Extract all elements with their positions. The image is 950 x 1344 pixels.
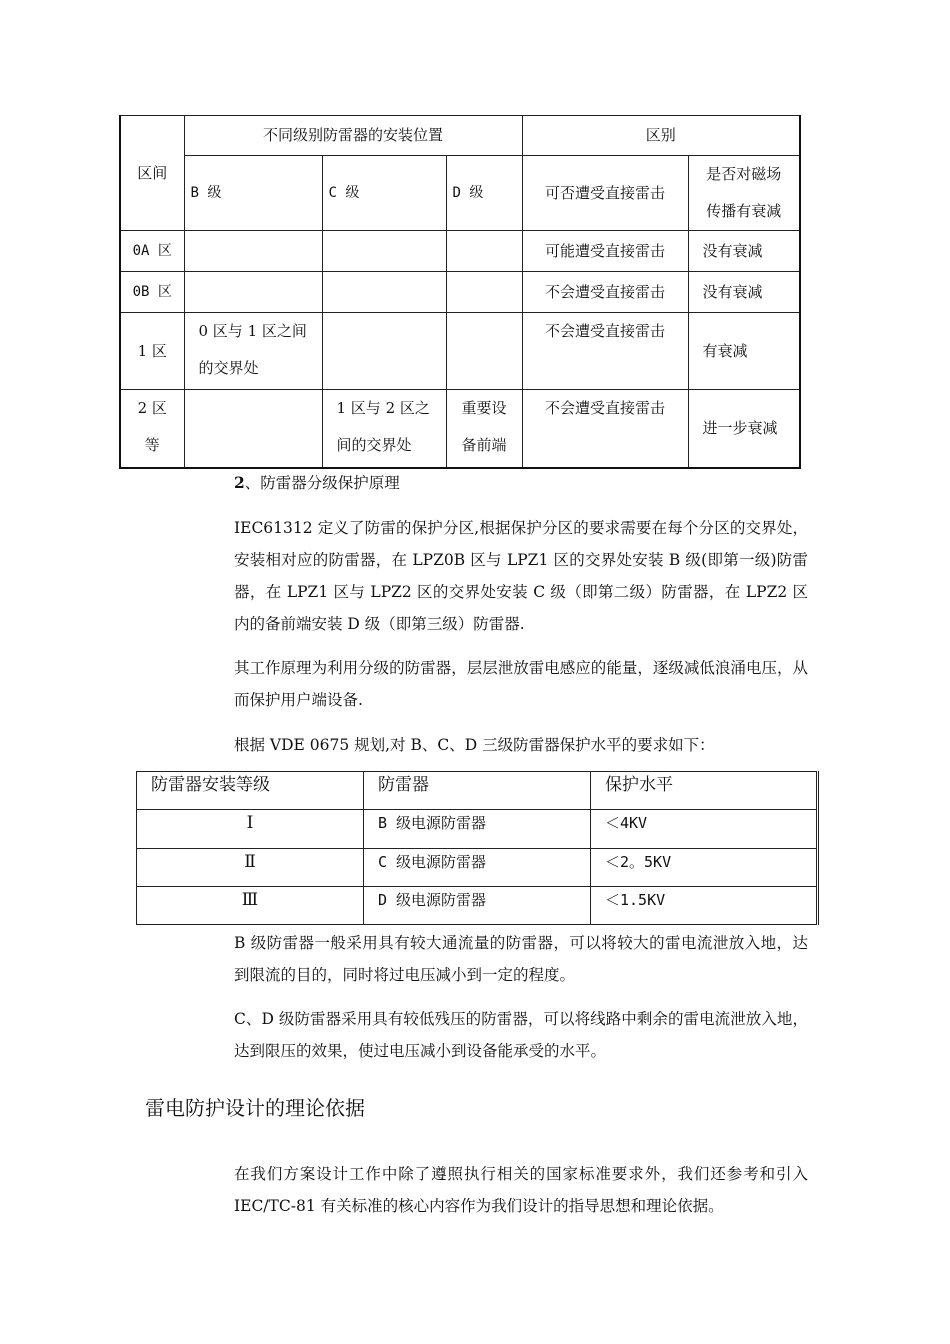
- section2-title-number: 2: [234, 473, 245, 492]
- level-cell: ＜1.5KV: [591, 886, 818, 924]
- d-cell-line1: 重要设: [461, 399, 507, 417]
- d-cell: [446, 390, 522, 468]
- zone-cell: 1 区: [120, 313, 184, 390]
- header-protection-level: 保护水平: [591, 772, 818, 810]
- grade-cell: Ⅰ: [137, 810, 364, 848]
- b-cell-line1: 0 区与 1 区之间: [198, 322, 307, 340]
- protection-level-table: [136, 771, 819, 925]
- grade-cell: Ⅲ: [137, 886, 364, 924]
- strike-cell: 可能遭受直接雷击: [522, 231, 688, 272]
- device-cell: C 级电源防雷器: [364, 848, 591, 886]
- device-cell: B 级电源防雷器: [364, 810, 591, 848]
- paragraph-b-level-desc: B 级防雷器一般采用具有较大通流量的防雷器，可以将较大的雷电流泄放入地，达到限流的目的，同时将过电压减小到一定的程度。: [234, 934, 808, 984]
- d-cell-line2: 备前端: [461, 436, 507, 454]
- level-cell: ＜2。5KV: [591, 848, 818, 886]
- strike-cell: 不会遭受直接雷击: [522, 272, 688, 313]
- header-magnetic-line1: 是否对磁场: [706, 165, 782, 183]
- c-cell: [322, 231, 446, 272]
- paragraph-working-principle: 其工作原理为利用分级的防雷器，层层泄放雷电感应的能量，逐级减低浪涌电压，从而保护用户端设备.: [234, 659, 808, 709]
- grade-cell: Ⅱ: [137, 848, 364, 886]
- header-d-level: D 级: [446, 156, 522, 231]
- table-row: [120, 231, 800, 272]
- section2-title-text: 、防雷器分级保护原理: [244, 474, 400, 492]
- strike-cell: 不会遭受直接雷击: [522, 313, 688, 390]
- paragraph-design-basis: 在我们方案设计工作中除了遵照执行相关的国家标准要求外，我们还参考和引入 IEC/TC-81 有关标准的核心内容作为我们设计的指导思想和理论依据。: [234, 1165, 808, 1215]
- header-c-level: C 级: [322, 156, 446, 231]
- table-header-row: [137, 772, 818, 810]
- zone-cell: 0B 区: [120, 272, 184, 313]
- zone-cell: [120, 390, 184, 468]
- header-b-level: B 级: [184, 156, 322, 231]
- b-cell: [184, 390, 322, 468]
- table-row: [120, 272, 800, 313]
- header-direct-strike: 可否遭受直接雷击: [522, 156, 688, 231]
- attenuation-cell: 进一步衰减: [688, 390, 800, 468]
- c-cell-line2: 间的交界处: [336, 436, 412, 454]
- b-cell: [184, 313, 322, 390]
- paragraph-cd-level-desc: C、D 级防雷器采用具有较低残压的防雷器，可以将线路中剩余的雷电流泄放入地，达到限压的效果，使过电压减小到设备能承受的水平。: [234, 1010, 808, 1060]
- zone-cell: 0A 区: [120, 231, 184, 272]
- lightning-zone-table: [119, 115, 801, 469]
- header-install-grade: 防雷器安装等级: [137, 772, 364, 810]
- d-cell: [446, 272, 522, 313]
- b-cell: [184, 231, 322, 272]
- attenuation-cell: 没有衰减: [688, 272, 800, 313]
- zone-cell-line2: 等: [144, 436, 160, 454]
- table-row: [137, 886, 818, 924]
- header-magnetic-line2: 传播有衰减: [706, 202, 782, 220]
- b-cell: [184, 272, 322, 313]
- header-device: 防雷器: [364, 772, 591, 810]
- b-cell-line2: 的交界处: [198, 359, 259, 377]
- device-cell: D 级电源防雷器: [364, 886, 591, 924]
- paragraph-iec61312: IEC61312 定义了防雷的保护分区,根据保护分区的要求需要在每个分区的交界处，安装相对应的防雷器，在 LPZ0B 区与 LPZ1 区的交界处安装 B 级(即第一级)防雷器，在 LPZ1 区与 LPZ2 区的交界处安装 C 级（即第二级）防雷器，在 LPZ2 区内的备前端安装 D 级（即第三级）防雷器.: [234, 519, 808, 633]
- header-install-position: 不同级别防雷器的安装位置: [184, 116, 522, 156]
- header-difference: 区别: [522, 116, 800, 156]
- attenuation-cell: 没有衰减: [688, 231, 800, 272]
- header-magnetic-attenuation: [688, 156, 800, 231]
- section-heading: 雷电防护设计的理论依据: [145, 1096, 365, 1120]
- table-row: [137, 810, 818, 848]
- paragraph-vde0675: 根据 VDE 0675 规划,对 B、C、D 三级防雷器保护水平的要求如下：: [234, 736, 715, 754]
- level-cell: ＜4KV: [591, 810, 818, 848]
- table-row: [120, 390, 800, 468]
- d-cell: [446, 313, 522, 390]
- table-row: [120, 313, 800, 390]
- section2-title: [234, 467, 400, 499]
- table-row: [137, 848, 818, 886]
- c-cell: [322, 390, 446, 468]
- c-cell-line1: 1 区与 2 区之: [336, 399, 430, 417]
- c-cell: [322, 313, 446, 390]
- d-cell: [446, 231, 522, 272]
- strike-cell: 不会遭受直接雷击: [522, 390, 688, 468]
- zone-cell-line1: 2 区: [137, 399, 167, 417]
- attenuation-cell: 有衰减: [688, 313, 800, 390]
- header-interval: 区间: [120, 116, 184, 231]
- c-cell: [322, 272, 446, 313]
